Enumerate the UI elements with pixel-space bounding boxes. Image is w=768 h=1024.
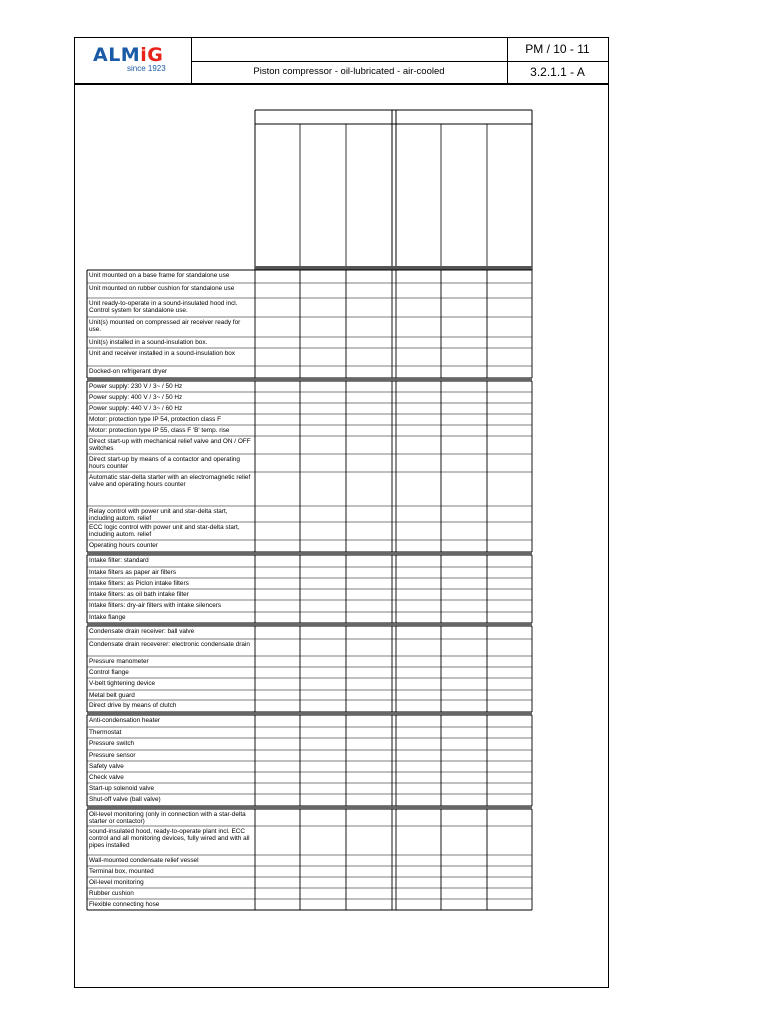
brand-part-2: iG [140, 44, 164, 66]
table-row-label: Pressure manometer [89, 657, 149, 665]
table-row-label: Thermostat [89, 728, 122, 736]
table-row-label: Rubber cushion [89, 889, 134, 897]
table-row-label: Motor: protection type IP 55, class F 'B' temp. rise [89, 426, 230, 434]
table-row-label: Oil-level monitoring [89, 878, 144, 886]
table-row-label: Intake filter: standard [89, 556, 149, 564]
table-row-label: Unit and receiver installed in a sound-insulation box [89, 349, 236, 357]
table-row-label: Power supply: 400 V / 3~ / 50 Hz [89, 393, 183, 401]
table-row-label: V-belt tightening device [89, 679, 156, 687]
table-row-label: Condensate drain receiver: ball valve [89, 627, 195, 635]
table-row-label: Direct start-up by means of a contactor and operating hours counter [89, 455, 240, 470]
table-row-label: Terminal box, mounted [89, 867, 154, 875]
section-number: 3.2.1.1 - A [530, 65, 585, 79]
table-row-label: Relay control with power unit and star-delta start, including autom. relief [89, 507, 228, 522]
table-row-label: Intake filters: as oil bath intake filter [89, 590, 189, 598]
table-row-label: Anti-condensation heater [89, 716, 161, 724]
table-row-label: Power supply: 230 V / 3~ / 50 Hz [89, 382, 183, 390]
table-row-label: Unit ready-to-operate in a sound-insulated hood incl. Control system for standalone use. [89, 299, 238, 314]
table-row-label: Operating hours counter [89, 541, 158, 549]
brand-part-1: ALM [93, 44, 141, 66]
brand-tagline: since 1923 [127, 64, 166, 73]
table-row-label: Unit mounted on rubber cushion for standalone use [89, 284, 235, 292]
table-row-label: Metal belt guard [89, 691, 135, 699]
doc-number: PM / 10 - 11 [525, 42, 590, 56]
table-row-label: Unit mounted on a base frame for standalone use [89, 271, 230, 279]
table-row-label: Automatic star-delta starter with an electromagnetic relief valve and operating hours counter [89, 473, 251, 488]
table-row-label: Unit(s) mounted on compressed air receiver ready for use. [89, 318, 241, 333]
table-row-label: Motor: protection type IP 54, protection class F [89, 415, 222, 423]
table-row-label: Condensate drain receverer: electronic condensate drain [89, 640, 250, 648]
table-row-label: ECC logic control with power unit and star-delta start, including autom. relief [89, 523, 240, 538]
table-row-label: Control flange [89, 668, 129, 676]
table-row-label: Docked-on refrigerant dryer [89, 367, 168, 375]
table-row-label: Intake flange [89, 613, 126, 621]
table-row-label: Power supply: 440 V / 3~ / 60 Hz [89, 404, 183, 412]
table-row-label: Pressure sensor [89, 751, 136, 759]
table-row-label: Flexible connecting hose [89, 900, 160, 908]
table-row-label: Intake filters: as Piclon intake filters [89, 579, 189, 587]
table-row-label: Intake filters: dry-air filters with intake silencers [89, 601, 222, 609]
table-row-label: Shut-off valve (ball valve) [89, 795, 161, 803]
table-row-label: Direct drive by means of clutch [89, 701, 177, 709]
table-row-label: Wall-mounted condensate relief vessel [89, 856, 199, 864]
table-row-label: Unit(s) installed in a sound-insulation box. [89, 338, 208, 346]
group-separator-bar [255, 266, 532, 270]
table-row-label: Pressure switch [89, 739, 135, 747]
table-row-label: Intake filters as paper air filters [89, 568, 177, 576]
table-row-label: Direct start-up with mechanical relief valve and ON / OFF switches [89, 437, 251, 452]
table-row-label: Check valve [89, 773, 124, 781]
table-row-label: Safety valve [89, 762, 124, 770]
table-row-label: Oil-level monitoring (only in connection with a star-delta starter or contactor) [89, 810, 246, 825]
document-title: Piston compressor - oil-lubricated - air-cooled [253, 66, 445, 77]
table-row-label: sound-insulated hood, ready-to-operate plant incl. ECC control and all monitoring devices, fully wired and with all pipes installed [89, 827, 250, 850]
table-row-label: Start-up solenoid valve [89, 784, 155, 792]
